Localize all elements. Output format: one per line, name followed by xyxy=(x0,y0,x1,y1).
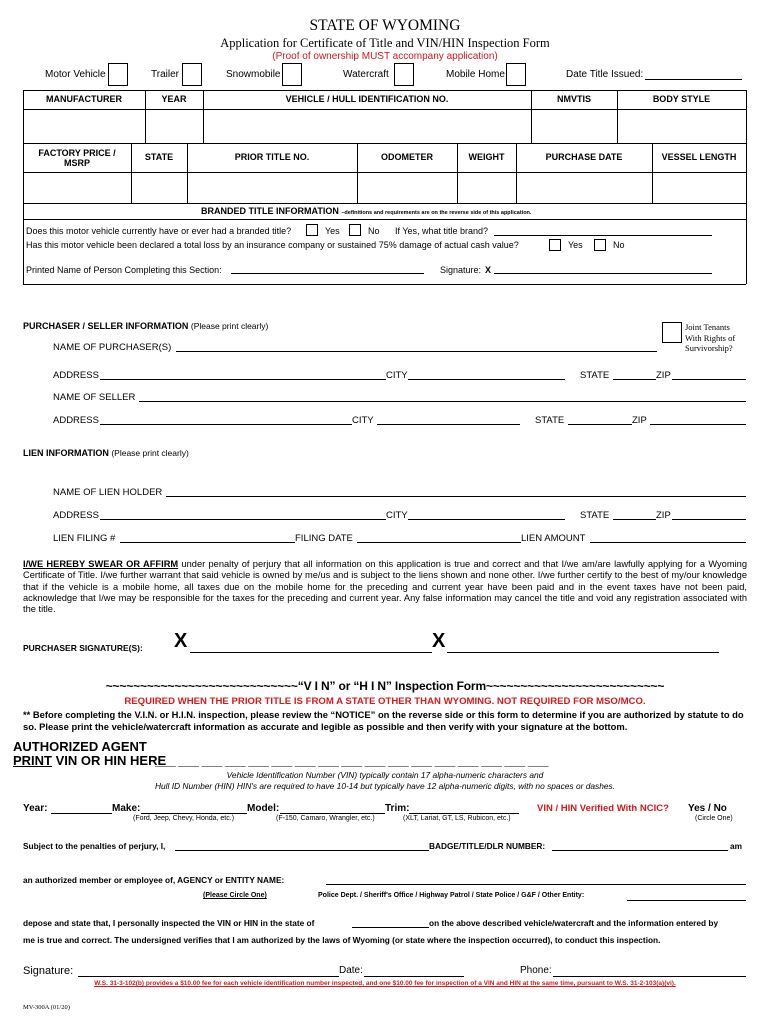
branded-q2-yes-checkbox[interactable] xyxy=(549,239,561,251)
col-odometer: ODOMETER xyxy=(380,152,433,163)
depose-label-1: depose and state that, I personally inspected the VIN or HIN in the state of xyxy=(23,918,315,928)
purchaser-name-field[interactable] xyxy=(176,351,657,352)
trailer-checkbox[interactable] xyxy=(182,63,202,86)
watercraft-checkbox[interactable] xyxy=(394,63,414,86)
inspector-date-field[interactable] xyxy=(364,976,464,977)
year-field[interactable] xyxy=(51,813,112,814)
lien-city-label: CITY xyxy=(386,510,408,521)
inspection-required-note: REQUIRED WHEN THE PRIOR TITLE IS FROM A STATE OTHER THAN WYOMING. NOT REQUIRED FOR MSO/MCO. xyxy=(124,696,646,707)
col-vessel-length: VESSEL LENGTH xyxy=(661,152,737,163)
seller-city-label: CITY xyxy=(352,415,374,426)
model-label: Model: xyxy=(247,803,280,814)
seller-state-label: STATE xyxy=(535,415,565,426)
joint-tenants-checkbox[interactable] xyxy=(662,322,682,343)
branded-signature-x: X xyxy=(485,265,492,275)
purchaser-name-label: NAME OF PURCHASER(S) xyxy=(53,342,172,353)
vin-note-2: Hull ID Number (HIN) HIN's are required to have 10-14 but typically have 12 alpha-numeric digits, with no spaces or dashes. xyxy=(154,781,616,791)
lien-state-field[interactable] xyxy=(613,519,656,520)
ncic-verified-label: VIN / HIN Verified With NCIC? xyxy=(537,803,669,814)
inspection-instructions: ** Before completing the V.I.N. or H.I.N. inspection, please review the “NOTICE” on the reverse side or this form to determine if you are authorized by statute to do so. Please print the vehicle/watercraft information as accurate and legible as possible and then verify with your signature at the bottom. xyxy=(23,709,744,732)
watercraft-label: Watercraft xyxy=(343,69,389,80)
badge-number-label: BADGE/TITLE/DLR NUMBER: xyxy=(429,841,546,851)
branded-q2: Has this motor vehicle been declared a total loss by an insurance company or sustained 75% damage of actual cash value? xyxy=(26,240,519,250)
seller-city-field[interactable] xyxy=(377,424,520,425)
branded-q2-no: No xyxy=(613,240,625,250)
mobile-home-label: Mobile Home xyxy=(446,69,505,80)
snowmobile-checkbox[interactable] xyxy=(282,63,302,86)
branded-signature-field[interactable] xyxy=(494,273,712,274)
seller-name-label: NAME OF SELLER xyxy=(53,392,136,403)
lien-address-label: ADDRESS xyxy=(53,510,99,521)
snowmobile-label: Snowmobile xyxy=(226,69,281,80)
inspector-phone-label: Phone: xyxy=(520,965,552,976)
model-field[interactable] xyxy=(280,813,385,814)
printed-name-label: Printed Name of Person Completing this Section: xyxy=(26,265,222,275)
branded-q1: Does this motor vehicle currently have or ever had a branded title? xyxy=(26,226,292,236)
branded-q1-no: No xyxy=(368,226,380,236)
vin-entry-blanks[interactable]: ___ ___ ___ ___ ___ ___ ___ ___ ___ ___ ___ ___ ___ ___ ___ ___ ___ xyxy=(155,753,549,768)
agency-name-field[interactable] xyxy=(326,884,746,885)
purchaser-address-field[interactable] xyxy=(100,379,386,380)
lien-address-field[interactable] xyxy=(100,519,386,520)
col-manufacturer: MANUFACTURER xyxy=(46,94,122,105)
date-title-issued-field[interactable] xyxy=(645,79,742,80)
printed-name-field[interactable] xyxy=(231,273,424,274)
lien-amount-field[interactable] xyxy=(590,542,746,543)
inspector-signature-label: Signature: xyxy=(23,965,74,977)
please-circle-one: (Please Circle One) xyxy=(203,892,267,899)
proof-note: (Proof of ownership MUST accompany application) xyxy=(272,51,498,62)
lien-holder-label: NAME OF LIEN HOLDER xyxy=(53,487,163,498)
inspector-phone-field[interactable] xyxy=(553,976,746,977)
form-number: MV-300A (01/20) xyxy=(23,1004,70,1011)
penalties-label: Subject to the penalties of perjury, I, xyxy=(23,841,166,851)
title-brand-field[interactable] xyxy=(494,235,712,236)
lien-amount-label: LIEN AMOUNT xyxy=(521,533,586,544)
seller-zip-label: ZIP xyxy=(632,415,647,426)
ncic-yes-no[interactable]: Yes / No xyxy=(688,803,727,814)
inspector-signature-field[interactable] xyxy=(78,976,339,977)
filing-date-label: FILING DATE xyxy=(295,533,353,544)
purchaser-zip-field[interactable] xyxy=(672,379,746,380)
col-body-style: BODY STYLE xyxy=(652,94,711,105)
lien-state-label: STATE xyxy=(580,510,610,521)
affirmation-paragraph: I/WE HEREBY SWEAR OR AFFIRM under penalty of perjury that all information on this application is true and correct and that I/we am/are lawfully applying for a Wyoming Certificate of Title. I/we further warrant that said vehicle is owned by me/us and is subject to the liens shown and none other. I/we further certify to the best of my/our knowledge that if the vehicle is a mobile home, all taxes due on the mobile home for the preceding and current year have been paid and in the event taxes have not been paid, acknowledge that I/we may be responsible for the taxes for the preceding and current year. Any false information may cancel the title and void any registration associated with the title. xyxy=(23,559,747,615)
motor-vehicle-label: Motor Vehicle xyxy=(45,69,106,80)
lien-zip-label: ZIP xyxy=(656,510,671,521)
inspection-title: ~~~~~~~~~~~~~~~~~~~~~~~~~~~~“V I N” or “H I N” Inspection Form~~~~~~~~~~~~~~~~~~~~~~~~~~ xyxy=(105,679,665,693)
other-entity-field[interactable] xyxy=(627,900,746,901)
make-examples: (Ford, Jeep, Chevy, Honda, etc.) xyxy=(133,815,235,822)
circle-one-note: (Circle One) xyxy=(695,815,733,822)
form-subtitle: Application for Certificate of Title and VIN/HIN Inspection Form xyxy=(220,36,550,50)
purchaser-city-field[interactable] xyxy=(408,379,565,380)
authorized-agent-label: AUTHORIZED AGENT xyxy=(13,739,147,754)
model-examples: (F-150, Camaro, Wrangler, etc.) xyxy=(276,815,375,822)
inspection-state-field[interactable] xyxy=(352,927,429,928)
agency-type-options[interactable]: Police Dept. / Sheriff's Office / Highway Patrol / State Police / G&F / Other Entity: xyxy=(318,892,585,899)
seller-zip-field[interactable] xyxy=(650,424,746,425)
col-year: YEAR xyxy=(161,94,187,105)
purchaser-heading: PURCHASER / SELLER INFORMATION (Please print clearly) xyxy=(23,321,269,331)
vin-note-1: Vehicle Identification Number (VIN) typically contain 17 alpha-numeric characters and xyxy=(226,770,544,780)
purchaser-address-label: ADDRESS xyxy=(53,370,99,381)
col-purchase-date: PURCHASE DATE xyxy=(545,152,623,163)
agency-name-label: an authorized member or employee of, AGENCY or ENTITY NAME: xyxy=(23,875,285,885)
branded-q1-no-checkbox[interactable] xyxy=(349,224,361,236)
seller-name-field[interactable] xyxy=(139,401,746,402)
filing-date-field[interactable] xyxy=(357,542,521,543)
trim-examples: (XLT, Lariat, GT, LS, Rubicon, etc.) xyxy=(403,815,511,822)
lien-filing-field[interactable] xyxy=(120,542,295,543)
badge-number-field[interactable] xyxy=(552,850,728,851)
true-correct-statement: me is true and correct. The undersigned verifies that I am authorized by the laws of Wyoming (or state where the inspection occurred), to conduct this inspection. xyxy=(23,935,661,945)
branded-signature-label: Signature: xyxy=(440,265,482,275)
purchaser-state-field[interactable] xyxy=(613,379,656,380)
purchaser-zip-label: ZIP xyxy=(656,370,671,381)
seller-address-label: ADDRESS xyxy=(53,415,99,426)
depose-label-2: on the above described vehicle/watercraft and the information entered by xyxy=(429,918,719,928)
inspector-name-field[interactable] xyxy=(175,850,429,851)
year-label: Year: xyxy=(23,803,48,814)
trim-label: Trim: xyxy=(385,803,410,814)
lien-zip-field[interactable] xyxy=(672,519,746,520)
purchaser-city-label: CITY xyxy=(386,370,408,381)
mobile-home-checkbox[interactable] xyxy=(506,63,526,86)
make-label: Make: xyxy=(112,803,141,814)
col-factory-price: FACTORY PRICE / MSRP xyxy=(38,147,116,168)
seller-address-field[interactable] xyxy=(100,424,352,425)
print-vin-label: PRINT VIN OR HIN HERE xyxy=(13,753,167,768)
col-prior-title: PRIOR TITLE NO. xyxy=(234,152,310,163)
lien-filing-label: LIEN FILING # xyxy=(53,533,116,544)
fee-note: W.S. 31-3-102(b) provides a $10.00 fee for each vehicle identification number inspected, and one $10.00 fee for inspection of a VIN and HIN at the same time, pursuant to W.S. 31-2-103(a)(vi). xyxy=(94,980,676,987)
motor-vehicle-checkbox[interactable] xyxy=(108,63,128,86)
purchaser-signature-x-2: X xyxy=(432,630,446,652)
col-state: STATE xyxy=(144,152,174,163)
lien-heading: LIEN INFORMATION (Please print clearly) xyxy=(23,448,189,458)
purchaser-state-label: STATE xyxy=(580,370,610,381)
trim-field[interactable] xyxy=(409,813,519,814)
make-field[interactable] xyxy=(141,813,247,814)
lien-city-field[interactable] xyxy=(408,519,565,520)
branded-q1-yes: Yes xyxy=(325,226,340,236)
purchaser-signatures-label: PURCHASER SIGNATURE(S): xyxy=(23,643,143,653)
col-nmvtis: NMVTIS xyxy=(556,94,591,105)
col-vin: VEHICLE / HULL IDENTIFICATION NO. xyxy=(285,94,449,105)
branded-if-yes: If Yes, what title brand? xyxy=(395,226,489,236)
am-label: am xyxy=(730,841,742,851)
date-title-issued-label: Date Title Issued: xyxy=(566,69,644,80)
branded-q2-no-checkbox[interactable] xyxy=(594,239,606,251)
branded-title-heading: BRANDED TITLE INFORMATION –definitions and requirements are on the reverse side of this application. xyxy=(201,206,532,216)
purchaser-signature-x-1: X xyxy=(174,630,188,652)
branded-q1-yes-checkbox[interactable] xyxy=(306,224,318,236)
seller-state-field[interactable] xyxy=(568,424,632,425)
form-title: STATE OF WYOMING xyxy=(309,17,461,34)
purchaser-signature-field-1[interactable] xyxy=(190,652,432,653)
trailer-label: Trailer xyxy=(151,69,179,80)
purchaser-signature-field-2[interactable] xyxy=(447,652,719,653)
lien-holder-field[interactable] xyxy=(166,496,746,497)
col-weight: WEIGHT xyxy=(468,152,505,163)
branded-q2-yes: Yes xyxy=(568,240,583,250)
joint-tenants-label: Joint Tenants With Rights of Survivorship? xyxy=(685,322,736,353)
inspector-date-label: Date: xyxy=(339,965,363,976)
